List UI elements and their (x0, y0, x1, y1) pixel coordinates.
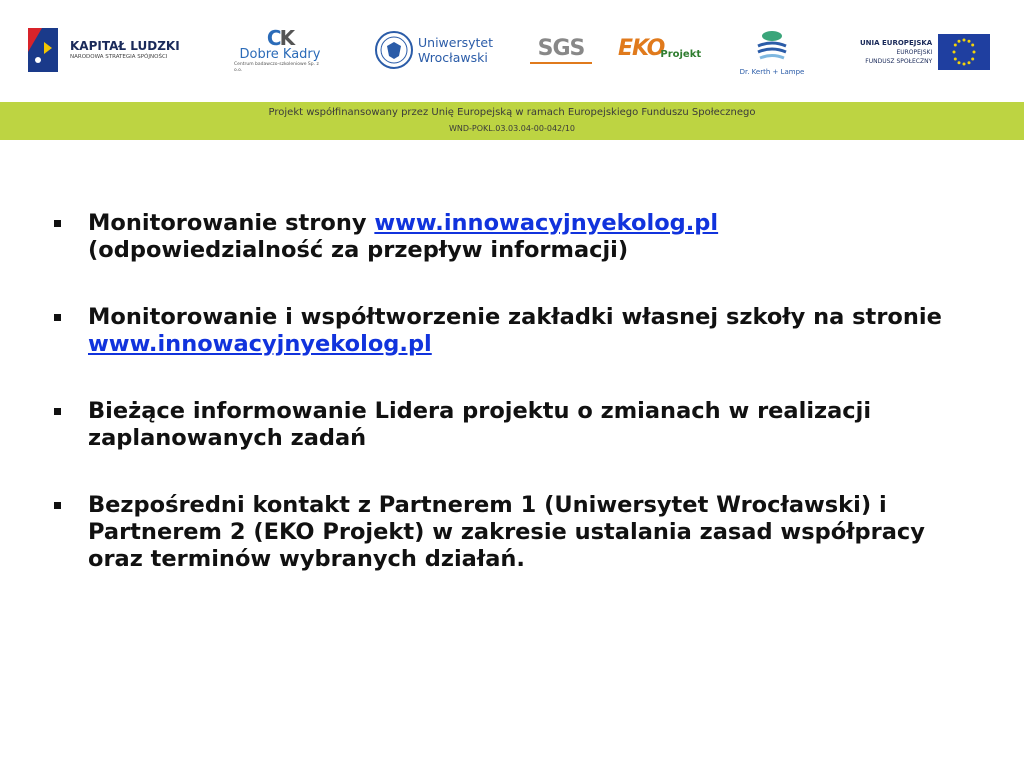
banner-line2: WND-POKL.03.03.04-00-042/10 (448, 124, 576, 133)
unia-europejska-logo (860, 34, 990, 70)
kapital-ludzki-title: KAPITAŁ LUDZKI (70, 38, 180, 53)
bullet-text: Bieżące informowanie Lidera projektu o zmianach w realizacji zaplanowanych zadań (88, 398, 872, 451)
cofinancing-banner (0, 102, 1024, 140)
banner-line1: Projekt współfinansowany przez Unię Europejską w ramach Europejskiego Funduszu Społecznego (268, 107, 756, 118)
bullet-text: Monitorowanie strony (88, 210, 375, 236)
kerth-lampe-logo (734, 26, 810, 76)
sgs-underline (530, 62, 592, 64)
dobre-kadry-monogram: CK (266, 26, 294, 50)
kerth-lampe-text: Dr. Kerth + Lampe (739, 68, 805, 76)
sgs-logo (530, 38, 592, 64)
square-bullet-icon (54, 408, 61, 415)
eko-suffix: Projekt (660, 49, 702, 60)
website-link[interactable]: www.innowacyjnyekolog.pl (374, 210, 719, 236)
uniwersytet-logo (374, 30, 493, 70)
eko-projekt-logo (618, 36, 701, 61)
unia-line2: EUROPEJSKI (896, 48, 933, 56)
eu-flag-icon (938, 34, 990, 70)
uniwersytet-line1: Uniwersytet (418, 35, 493, 50)
dobre-kadry-name: Dobre Kadry (239, 47, 321, 62)
dobre-kadry-logo (234, 28, 326, 74)
unia-line3: FUNDUSZ SPOŁECZNY (865, 57, 933, 65)
website-link[interactable]: www.innowacyjnyekolog.pl (88, 331, 432, 357)
list-item (50, 398, 980, 452)
unia-line1: UNIA EUROPEJSKA (860, 38, 933, 47)
bullet-text: Monitorowanie i współtworzenie zakładki własnej szkoły na stronie (88, 304, 942, 330)
university-seal-icon (374, 30, 414, 70)
bullet-text: Bezpośredni kontakt z Partnerem 1 (Uniwersytet Wrocławski) i Partnerem 2 (EKO Projekt) w zakresie ustalania zasad współpracy oraz terminów wybranych działań. (88, 492, 925, 572)
list-item (50, 210, 980, 264)
uniwersytet-line2: Wrocławski (418, 50, 488, 65)
kapital-ludzki-logo (22, 22, 180, 78)
sgs-text: SGS (537, 36, 585, 61)
dobre-kadry-subtitle: Centrum badawczo-szkoleniowe Sp. z o.o. (234, 62, 319, 73)
kapital-ludzki-icon (22, 22, 66, 78)
square-bullet-icon (54, 314, 61, 321)
square-bullet-icon (54, 502, 61, 509)
logo-bar (0, 0, 1024, 100)
list-item (50, 492, 980, 573)
list-item (50, 304, 980, 358)
bullet-list (50, 210, 980, 613)
kapital-ludzki-subtitle: NARODOWA STRATEGIA SPÓJNOŚCI (70, 53, 168, 60)
eko-text: EKO (618, 36, 665, 61)
kerth-lampe-icon (752, 26, 792, 66)
square-bullet-icon (54, 220, 61, 227)
bullet-text-continued: (odpowiedzialność za przepływ informacji) (88, 237, 629, 263)
